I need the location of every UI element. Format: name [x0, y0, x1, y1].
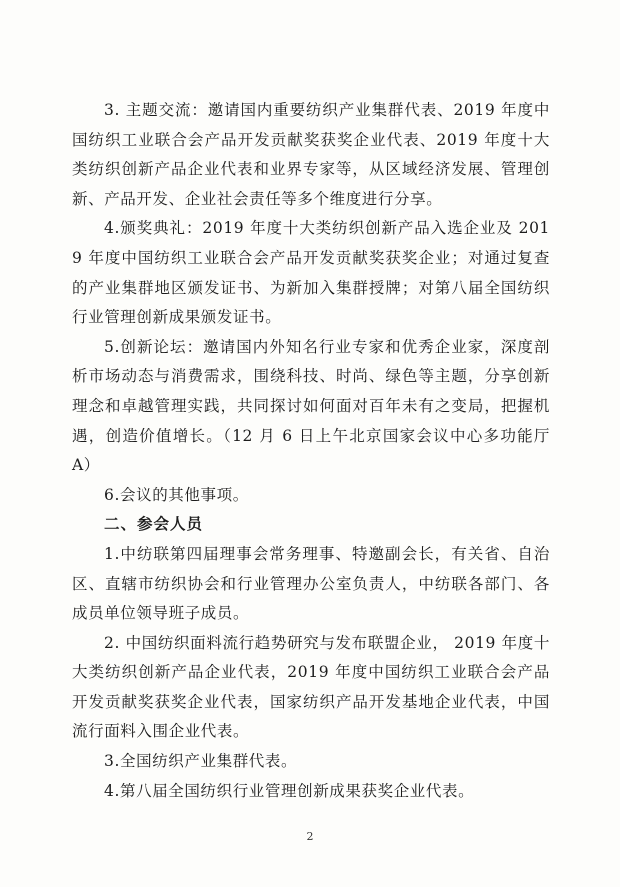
paragraph-attendees-awardees: 4.第八届全国纺织行业管理创新成果获奖企业代表。 [104, 781, 475, 800]
section-heading-attendees: 二、参会人员 [104, 515, 204, 534]
paragraph-innovation-forum: 5.创新论坛：邀请国内外知名行业专家和优秀企业家，深度剖析市场动态与消费需求，围绕科技、时尚、绿色等主题，分享创新理念和卓越管理实践，共同探讨如何面对百年未有之变局，把握机遇，创造价值增长。（12 月 6 日上午北京国家会议中心多功能厅 A） [72, 337, 550, 475]
page-number: 2 [306, 830, 314, 843]
document-body [72, 96, 550, 806]
paragraph-attendees-council: 1.中纺联第四届理事会常务理事、特邀副会长，有关省、自治区、直辖市纺织协会和行业管理办公室负责人，中纺联各部门、各成员单位领导班子成员。 [72, 544, 550, 623]
paragraph-attendees-alliance: 2. 中国纺织面料流行趋势研究与发布联盟企业， 2019 年度十大类纺织创新产品企业代表，2019 年度中国纺织工业联合会产品开发贡献奖获奖企业代表，国家纺织产品开发基地企业代表，中国流行面料入围企业代表。 [72, 633, 550, 741]
paragraph-other-matters: 6.会议的其他事项。 [104, 485, 249, 504]
paragraph-award-ceremony: 4.颁奖典礼：2019 年度十大类纺织创新产品入选企业及 2019 年度中国纺织工业联合会产品开发贡献奖获奖企业；对通过复查的产业集群地区颁发证书、为新加入集群授牌；对第八届全国纺织行业管理创新成果颁发证书。 [72, 219, 550, 327]
paragraph-attendees-clusters: 3.全国纺织产业集群代表。 [104, 752, 298, 771]
paragraph-theme-exchange: 3. 主题交流：邀请国内重要纺织产业集群代表、2019 年度中国纺织工业联合会产品开发贡献奖获奖企业代表、2019 年度十大类纺织创新产品企业代表和业界专家等，从区域经济发展、管理创新、产品开发、企业社会责任等多个维度进行分享。 [72, 101, 550, 208]
